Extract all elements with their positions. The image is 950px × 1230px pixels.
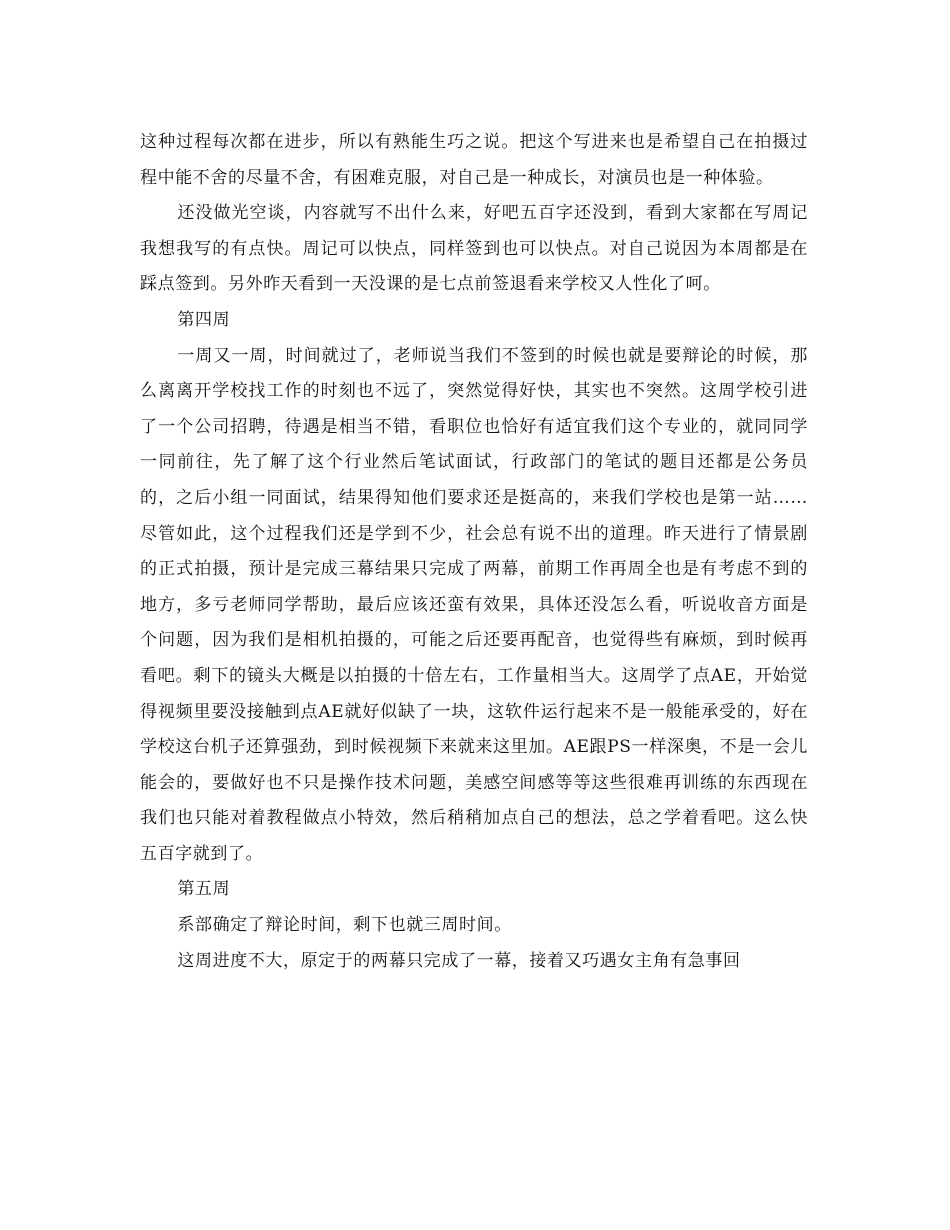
paragraph-debate-schedule: 系部确定了辩论时间，剩下也就三周时间。 xyxy=(177,915,512,936)
section-heading-week5: 第五周 xyxy=(177,879,231,900)
paragraph-week4: 一周又一周，时间就过了，老师说当我们不签到的时候也就是要辩论的时候，那么离离开学校找工作的时刻也不远了，突然觉得好快，其实也不突然。这周学校引进了一个公司招聘，待遇是相当不错，看职位也恰好有适宜我们这个专业的，就同同学一同前往，先了解了这个行业然后笔试面试，行政部门的笔试的题目还都是公务员的，之后小组一同面试，结果得知他们要求还是挺高的，来我们学校也是第一站……尽管如此，这个过程我们还是学到不少，社会总有说不出的道理。昨天进行了情景剧的正式拍摄，预计是完成三幕结果只完成了两幕，前期工作再周全也是有考虑不到的地方，多亏老师同学帮助，最后应该还蛮有效果，具体还没怎么看，听说收音方面是个问题，因为我们是相机拍摄的，可能之后还要再配音，也觉得些有麻烦，到时候再看吧。剩下的镜头大概是以拍摄的十倍左右，工作量相当大。这周学了点AE，开始觉得视频里要没接触到点AE就好似缺了一块，这软件运行起来不是一般能承受的，好在学校这台机子还算强劲，到时候视频下来就来这里加。AE跟PS一样深奥，不是一会儿能会的，要做好也不只是操作技术问题，美感空间感等等这些很难再训练的东西现在我们也只能对着教程做点小特效，然后稍稍加点自己的想法，总之学着看吧。这么快五百字就到了。 xyxy=(140,345,808,864)
paragraph-signin: 还没做光空谈，内容就写不出什么来，好吧五百字还没到，看到大家都在写周记我想我写的有点快。周记可以快点，同样签到也可以快点。对自己说因为本周都是在踩点签到。另外昨天看到一天没课的是七点前签退看来学校又人性化了呵。 xyxy=(140,203,808,295)
section-heading-week4: 第四周 xyxy=(177,309,231,330)
document-page xyxy=(140,125,808,979)
paragraph-progress: 这周进度不大，原定于的两幕只完成了一幕，接着又巧遇女主角有急事回 xyxy=(177,950,741,971)
paragraph-continuation: 这种过程每次都在进步，所以有熟能生巧之说。把这个写进来也是希望自己在拍摄过程中能不舍的尽量不舍，有困难克服，对自己是一种成长，对演员也是一种体验。 xyxy=(140,132,808,188)
